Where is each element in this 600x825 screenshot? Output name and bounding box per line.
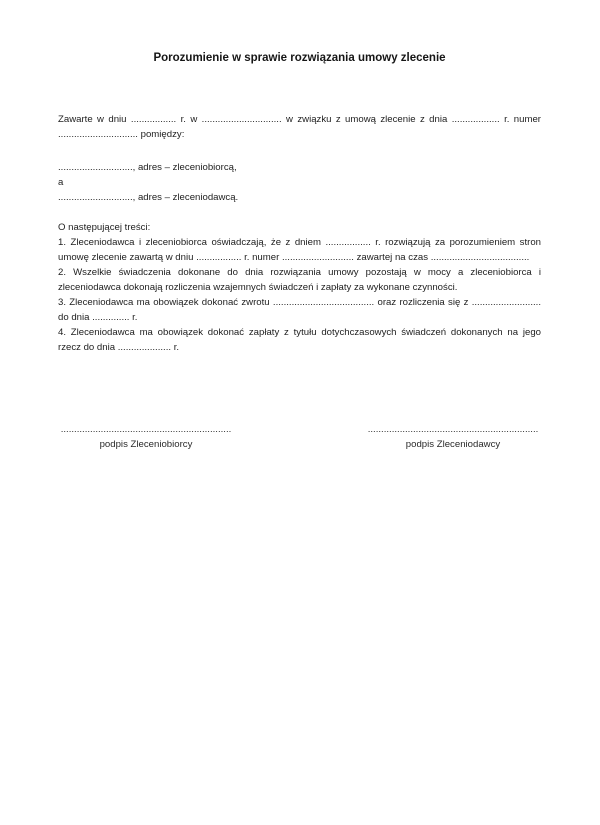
document-content — [0, 51, 600, 452]
parties-block — [58, 160, 541, 205]
clause-2: 2. Wszelkie świadczenia dokonane do dnia rozwiązania umowy pozostają w mocy a zleceniobiorca i zleceniodawca dokonają rozliczenia wzajemnych świadczeń i zapłaty za wykonane czynności. — [58, 267, 541, 293]
parties-conjunction: a — [58, 177, 64, 188]
party-line-zleceniodawca: ............................, adres – zleceniodawcą. — [58, 192, 239, 203]
signature-block-zleceniobiorca — [58, 422, 234, 452]
document-title: Porozumienie w sprawie rozwiązania umowy zlecenie — [153, 52, 446, 64]
signature-block-zleceniodawca — [365, 422, 541, 452]
terms-heading: O następującej treści: — [58, 222, 151, 233]
terms-block — [58, 220, 541, 355]
signature-line-zleceniodawca: ................................................................ — [367, 424, 539, 435]
signature-line-zleceniobiorca: ................................................................ — [60, 424, 232, 435]
clause-3: 3. Zleceniodawca ma obowiązek dokonać zwrotu ...................................... oraz rozliczenia się z .......................... do dnia .............. r. — [58, 297, 541, 323]
signature-label-zleceniodawca: podpis Zleceniodawcy — [405, 439, 501, 450]
intro-paragraph: Zawarte w dniu ................. r. w .............................. w związku z umową zlecenie z dnia .................. r. numer .............................. pomiędzy: — [58, 114, 541, 140]
signatures-row — [58, 422, 541, 452]
clause-1: 1. Zleceniodawca i zleceniobiorca oświadczają, że z dniem ................. r. rozwiązują za porozumieniem stron umowę zlecenie zawartą w dniu ................. r. numer ........................... zawartej na czas ..................................... — [58, 237, 541, 263]
clause-4: 4. Zleceniodawca ma obowiązek dokonać zapłaty z tytułu dotychczasowych świadczeń dokonanych na jego rzecz do dnia .................... r. — [58, 327, 541, 353]
signature-label-zleceniobiorca: podpis Zleceniobiorcy — [99, 439, 193, 450]
party-line-zleceniobiorca: ............................, adres – zleceniobiorcą, — [58, 162, 237, 173]
